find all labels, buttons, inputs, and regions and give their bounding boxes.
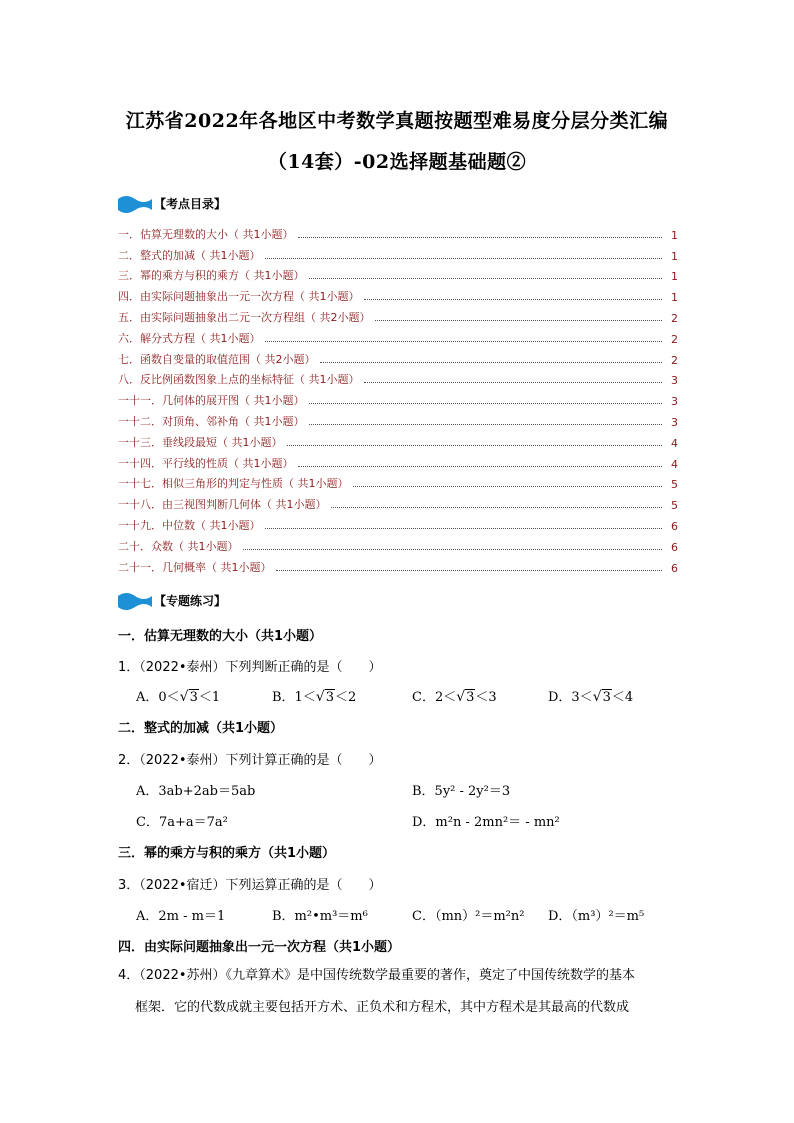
toc-item[interactable]: 一十三．垂线段最短（ 共1小题） 4 [118,435,678,450]
section-heading: 三．幂的乘方与积的乘方（共1小题） [118,846,336,861]
toc-item[interactable]: 二十一．几何概率（ 共1小题） 6 [118,560,678,575]
option-b: B．1＜√3＜2 [272,689,357,705]
toc-item[interactable]: 二十．众数（ 共1小题） 6 [118,539,678,554]
toc-item[interactable]: 四．由实际问题抽象出一元一次方程（ 共1小题） 1 [118,290,678,305]
question-paragraph [118,960,678,1024]
toc-item[interactable]: 一十一．几何体的展开图（ 共1小题） 3 [118,394,678,409]
section-heading: 二．整式的加减（共1小题） [118,721,284,736]
option-b: B．m²•m³＝m⁶ [272,909,368,924]
toc-header [118,191,226,215]
document-title-line1: 江苏省2022年各地区中考数学真题按题型难易度分层分类汇编 [125,110,669,132]
question-line: 4．（2022•苏州）《九章算术》是中国传统数学最重要的著作，奠定了中国传统数学的基本 [118,968,636,983]
toc-item[interactable]: 二．整式的加减（ 共1小题） 1 [118,248,678,263]
wave-icon [118,590,152,610]
table-of-contents [118,221,678,575]
wave-icon [118,193,152,213]
toc-item[interactable]: 一十七．相似三角形的判定与性质（ 共1小题） 5 [118,477,678,492]
document-title-line2: （14套）-02选择题基础题② [267,151,527,173]
option-d: D．3＜√3＜4 [548,689,634,705]
section-heading: 四．由实际问题抽象出一元一次方程（共1小题） [118,940,401,955]
option-a: A．3ab+2ab＝5ab [136,784,256,799]
toc-item[interactable]: 一．估算无理数的大小（ 共1小题） 1 [118,227,678,242]
option-a: A．2m - m＝1 [136,909,226,924]
option-c: C．7a+a＝7a² [136,815,228,830]
toc-item[interactable]: 六．解分式方程（ 共1小题） 2 [118,331,678,346]
option-a: A．0＜√3＜1 [136,689,221,705]
toc-item[interactable]: 一十二．对顶角、邻补角（ 共1小题） 3 [118,414,678,429]
toc-item[interactable]: 五．由实际问题抽象出二元一次方程组（ 共2小题） 2 [118,310,678,325]
question-stem: 1．（2022•泰州）下列判断正确的是（ ） [118,660,382,675]
section-heading: 一．估算无理数的大小（共1小题） [118,629,323,644]
practice-header-label: 【专题练习】 [154,593,227,608]
option-c: C．2＜√3＜3 [412,689,497,705]
toc-item[interactable]: 三．幂的乘方与积的乘方（ 共1小题） 1 [118,269,678,284]
question-stem: 3．（2022•宿迁）下列运算正确的是（ ） [118,878,382,893]
toc-item[interactable]: 八．反比例函数图象上点的坐标特征（ 共1小题） 3 [118,373,678,388]
question-stem: 2．（2022•泰州）下列计算正确的是（ ） [118,753,382,768]
toc-item[interactable]: 七．函数自变量的取值范围（ 共2小题） 2 [118,352,678,367]
sqrt-icon: √3 [179,689,198,705]
option-d: D．m²n - 2mn²＝ - mn² [412,815,560,830]
sqrt-icon: √3 [592,689,611,705]
option-c: C．（mn）²＝m²n² [412,909,525,924]
question-line: 框架．它的代数成就主要包括开方术、正负术和方程术，其中方程术是其最高的代数成 [135,1000,630,1015]
option-d: D．（m³）²＝m⁵ [548,909,645,924]
option-b: B．5y² - 2y²＝3 [412,784,511,799]
practice-header [118,588,226,612]
sqrt-icon: √3 [456,689,475,705]
toc-header-label: 【考点目录】 [154,196,227,211]
toc-item[interactable]: 一十九．中位数（ 共1小题） 6 [118,518,678,533]
toc-item[interactable]: 一十四．平行线的性质（ 共1小题） 4 [118,456,678,471]
toc-item[interactable]: 一十八．由三视图判断几何体（ 共1小题） 5 [118,498,678,513]
sqrt-icon: √3 [315,689,335,705]
